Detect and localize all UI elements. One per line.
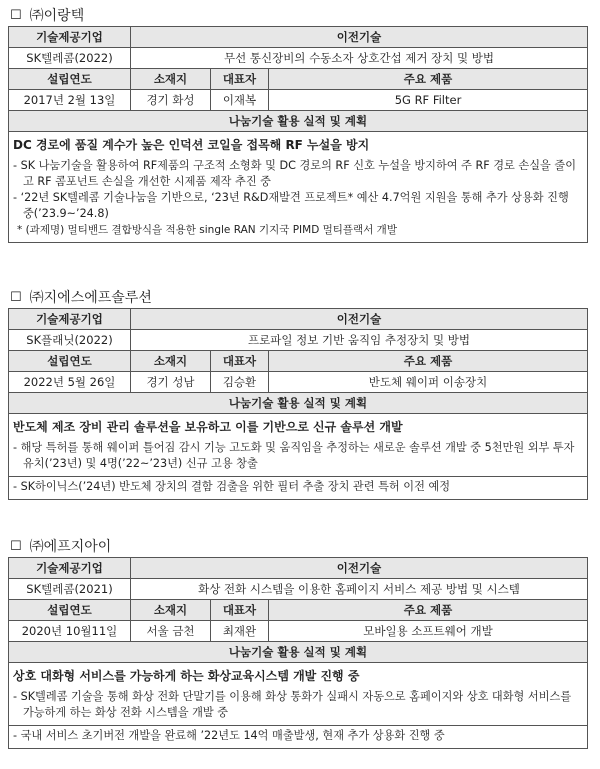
header-performance: 나눔기술 활용 실적 및 계획 — [9, 111, 588, 132]
company-name: ㈜지에스에프솔루션 — [29, 290, 152, 306]
header-ceo: 대표자 — [211, 351, 269, 372]
header-year: 설립연도 — [9, 69, 131, 90]
year-value: 2020년 10월11일 — [9, 621, 131, 642]
header-provider: 기술제공기업 — [9, 558, 131, 579]
row-divider — [9, 725, 587, 726]
header-location: 소재지 — [131, 600, 211, 621]
table-row — [9, 309, 588, 330]
company-heading — [8, 286, 588, 308]
table-row — [9, 27, 588, 48]
company-heading — [8, 4, 588, 26]
table-row — [9, 579, 588, 600]
table-row — [9, 621, 588, 642]
header-tech: 이전기술 — [131, 27, 588, 48]
header-location: 소재지 — [131, 69, 211, 90]
table-row — [9, 558, 588, 579]
tech-value: 프로파일 정보 기반 움직임 추정장치 및 방법 — [131, 330, 588, 351]
header-performance: 나눔기술 활용 실적 및 계획 — [9, 642, 588, 663]
year-value: 2017년 2월 13일 — [9, 90, 131, 111]
header-year: 설립연도 — [9, 600, 131, 621]
company-name: ㈜에프지아이 — [29, 539, 112, 555]
location-value: 경기 화성 — [131, 90, 211, 111]
product-value: 모바일용 소프트웨어 개발 — [269, 621, 588, 642]
table-row — [9, 642, 588, 663]
row-divider — [9, 476, 587, 477]
performance-item: - SK텔레콤 기술을 통해 화상 전화 단말기를 이용해 화상 통화가 실패시 자동으로 홈페이지와 상호 대화형 서비스를 가능하게 하는 화상 전화 시스템을 개발 중 — [13, 690, 572, 719]
location-value: 서울 금천 — [131, 621, 211, 642]
table-row — [9, 90, 588, 111]
table-row — [9, 69, 588, 90]
header-tech: 이전기술 — [131, 558, 588, 579]
header-year: 설립연도 — [9, 351, 131, 372]
checkbox-square-icon: ☐ — [10, 538, 22, 554]
year-value: 2022년 5월 26일 — [9, 372, 131, 393]
performance-detail — [8, 663, 588, 749]
checkbox-square-icon: ☐ — [10, 7, 22, 23]
ceo-value: 이재복 — [211, 90, 269, 111]
header-performance: 나눔기술 활용 실적 및 계획 — [9, 393, 588, 414]
checkbox-square-icon: ☐ — [10, 289, 22, 305]
header-tech: 이전기술 — [131, 309, 588, 330]
performance-lead: 상호 대화형 서비스를 가능하게 하는 화상교육시스템 개발 진행 중 — [13, 669, 360, 683]
product-value: 5G RF Filter — [269, 90, 588, 111]
provider-value: SK텔레콤(2022) — [9, 48, 131, 69]
table-row — [9, 48, 588, 69]
table-row — [9, 351, 588, 372]
company-info-table — [8, 308, 588, 414]
performance-lead: 반도체 제조 장비 관리 솔루션을 보유하고 이를 기반으로 신규 솔루션 개발 — [13, 420, 403, 434]
ceo-value: 김승환 — [211, 372, 269, 393]
company-section — [8, 4, 588, 243]
header-provider: 기술제공기업 — [9, 309, 131, 330]
performance-item: - 국내 서비스 초기버전 개발을 완료해 ’22년도 14억 매출발생, 현재 추가 상용화 진행 중 — [13, 729, 445, 742]
header-product: 주요 제품 — [269, 600, 588, 621]
performance-lead: DC 경로에 품질 계수가 높은 인덕션 코일을 접목해 RF 누설을 방지 — [13, 138, 370, 152]
header-product: 주요 제품 — [269, 69, 588, 90]
company-name: ㈜이랑텍 — [29, 8, 85, 24]
performance-detail — [8, 414, 588, 500]
table-row — [9, 393, 588, 414]
company-section — [8, 535, 588, 749]
header-product: 주요 제품 — [269, 351, 588, 372]
provider-value: SK플래닛(2022) — [9, 330, 131, 351]
header-location: 소재지 — [131, 351, 211, 372]
header-provider: 기술제공기업 — [9, 27, 131, 48]
performance-item: - 해당 특허를 통해 웨이퍼 틀어짐 감시 기능 고도화 및 움직임을 추정하는 새로운 솔루션 개발 중 5천만원 외부 투자 유치(’23년) 및 4명(’22~’23년) 신규 고용 창출 — [13, 441, 575, 470]
ceo-value: 최재완 — [211, 621, 269, 642]
table-row — [9, 111, 588, 132]
company-info-table — [8, 26, 588, 132]
footnote: * (과제명) 멀티밴드 결합방식을 적용한 single RAN 기지국 PIMD 멀티플랙서 개발 — [17, 224, 397, 236]
table-row — [9, 330, 588, 351]
performance-item: - SK 나눔기술을 활용하여 RF제품의 구조적 소형화 및 DC 경로의 RF 신호 누설을 방지하여 주 RF 경로 손실을 줄이고 RF 콤포넌트 손실을 개선한 시제품 제작 추진 중 — [13, 159, 577, 188]
table-row — [9, 372, 588, 393]
tech-value: 화상 전화 시스템을 이용한 홈페이지 서비스 제공 방법 및 시스템 — [131, 579, 588, 600]
company-section — [8, 286, 588, 500]
location-value: 경기 성남 — [131, 372, 211, 393]
table-row — [9, 600, 588, 621]
performance-item: - ‘22년 SK텔레콤 기술나눔을 기반으로, ‘23년 R&D재발견 프로젝트* 예산 4.7억원 지원을 통해 추가 상용화 진행 중(’23.9~’24.8) — [13, 191, 569, 220]
provider-value: SK텔레콤(2021) — [9, 579, 131, 600]
header-ceo: 대표자 — [211, 600, 269, 621]
tech-value: 무선 통신장비의 수동소자 상호간섭 제거 장치 및 방법 — [131, 48, 588, 69]
company-info-table — [8, 557, 588, 663]
header-ceo: 대표자 — [211, 69, 269, 90]
product-value: 반도체 웨이퍼 이송장치 — [269, 372, 588, 393]
performance-item: - SK하이닉스(’24년) 반도체 장치의 결함 검출을 위한 필터 추출 장치 관련 특허 이전 예정 — [13, 480, 451, 493]
performance-detail — [8, 132, 588, 243]
company-heading — [8, 535, 588, 557]
